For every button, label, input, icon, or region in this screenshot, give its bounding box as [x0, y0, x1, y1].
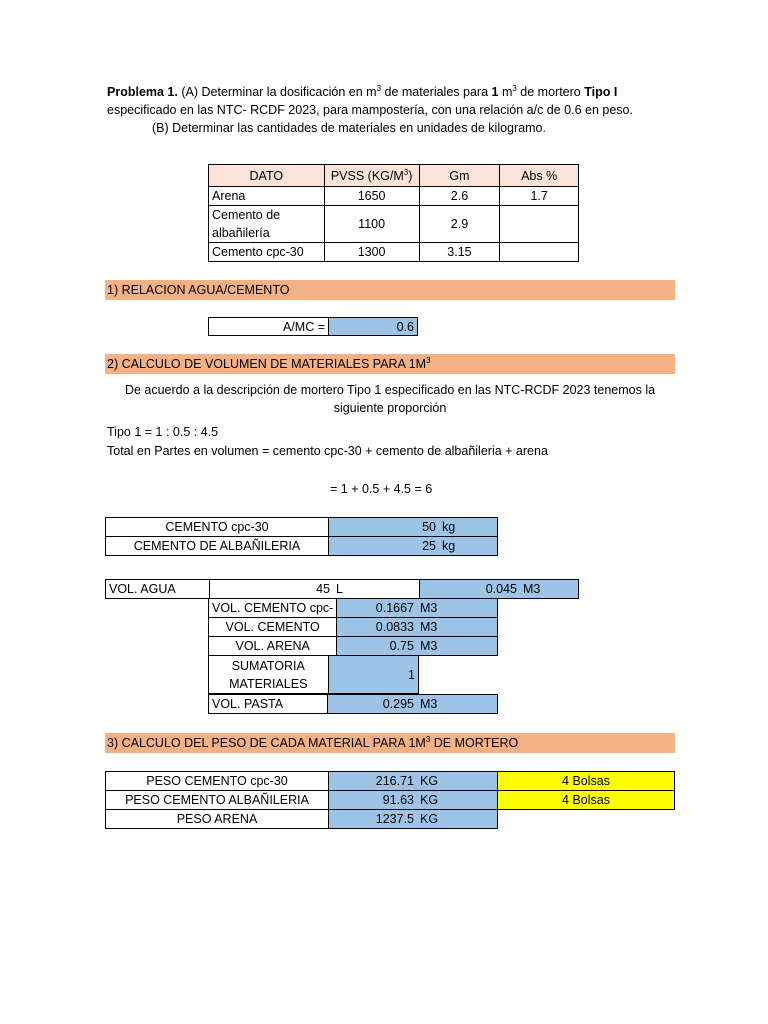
intro-bold-2: 1 — [491, 85, 499, 99]
pasta-value — [328, 695, 498, 714]
table-row — [106, 518, 498, 537]
section-3-title: 3) CALCULO DEL PESO DE CADA MATERIAL PARA 1M — [107, 736, 426, 750]
value: 45 — [316, 582, 330, 596]
table-row — [106, 537, 498, 556]
table-row — [106, 791, 675, 810]
unit: M3 — [523, 582, 541, 596]
cement-value — [329, 537, 498, 556]
peso-label: PESO CEMENTO ALBAÑILERIA — [106, 791, 329, 810]
header-pvss-close: ) — [408, 168, 413, 183]
intro-text-2: de materiales para — [381, 85, 492, 99]
cement-label: CEMENTO cpc-30 — [106, 518, 329, 537]
unit: M3 — [420, 620, 438, 634]
peso-bolsas: 4 Bolsas — [498, 772, 675, 791]
table-row — [209, 243, 579, 262]
row-label: Cemento de albañilería — [209, 206, 325, 243]
vol-agua-l — [210, 580, 420, 599]
description-line-2: siguiente proporción — [333, 401, 447, 415]
intro-text-3: m — [498, 85, 513, 99]
empty-cell — [498, 810, 675, 829]
row-label: Cemento cpc-30 — [209, 243, 325, 262]
cement-table — [105, 517, 498, 556]
row-label: Arena — [209, 187, 325, 206]
table-row — [209, 599, 498, 618]
vol-agua-label: VOL. AGUA — [106, 580, 210, 599]
value: 0.75 — [389, 639, 414, 653]
peso-bolsas: 4 Bolsas — [498, 791, 675, 810]
peso-value — [329, 772, 498, 791]
section-3-header — [105, 733, 675, 753]
peso-table — [105, 771, 675, 829]
tipo-proportion: Tipo 1 = 1 : 0.5 : 4.5 — [107, 425, 219, 439]
unit: M3 — [420, 639, 438, 653]
unit: kg — [442, 520, 456, 534]
pasta-label: VOL. PASTA — [209, 695, 328, 714]
intro-bold-3: Tipo I — [584, 85, 618, 99]
header-dato: DATO — [209, 165, 325, 187]
vol-value — [337, 637, 498, 656]
row-pvss: 1100 — [324, 206, 419, 243]
section-3-sup: 3 — [425, 735, 431, 744]
peso-label: PESO CEMENTO cpc-30 — [106, 772, 329, 791]
intro-line-2: especificado en las NTC- RCDF 2023, para mampostería, con una relación a/c de 0.6 en peso. — [107, 103, 633, 117]
header-pvss-text: PVSS (KG/M — [330, 168, 404, 183]
cement-value — [329, 518, 498, 537]
row-gm: 3.15 — [419, 243, 500, 262]
parts-sum: = 1 + 0.5 + 4.5 = 6 — [330, 482, 433, 496]
value: 0.295 — [382, 697, 414, 711]
value: 216.71 — [375, 774, 414, 788]
row-pvss: 1650 — [324, 187, 419, 206]
intro-part-b: (B) Determinar las cantidades de materiales en unidades de kilogramo. — [152, 121, 546, 135]
table-row — [209, 637, 498, 656]
sumatoria-value: 1 — [328, 656, 418, 694]
peso-label: PESO ARENA — [106, 810, 329, 829]
value: 50 — [422, 520, 436, 534]
row-abs — [500, 206, 579, 243]
intro-text-4: de mortero — [516, 85, 585, 99]
vol-value — [337, 618, 498, 637]
header-gm: Gm — [419, 165, 500, 187]
table-row — [209, 187, 579, 206]
value: 0.045 — [485, 582, 517, 596]
value: 1237.5 — [375, 812, 414, 826]
unit: M3 — [420, 601, 438, 615]
header-abs: Abs % — [500, 165, 579, 187]
header-pvss-sup: 3 — [403, 167, 409, 177]
section-3-title-end: DE MORTERO — [430, 736, 519, 750]
problem-number: Problema 1. — [107, 85, 178, 99]
description-line-1: De acuerdo a la descripción de mortero Tipo 1 especificado en las NTC-RCDF 2023 tenemos la — [124, 383, 656, 397]
vol-label: VOL. CEMENTO — [209, 618, 337, 637]
vol-label: VOL. CEMENTO cpc- — [209, 599, 337, 618]
row-abs — [500, 243, 579, 262]
vol-table — [208, 598, 498, 656]
unit: KG — [420, 774, 439, 788]
intro-sup-1: 3 — [376, 84, 382, 93]
vol-agua-row — [105, 579, 579, 599]
total-parts: Total en Partes en volumen = cemento cpc-30 + cemento de albañileria + arena — [107, 444, 548, 458]
row-gm: 2.9 — [419, 206, 500, 243]
table-row — [106, 772, 675, 791]
header-pvss — [324, 165, 419, 187]
problem-statement — [107, 83, 665, 137]
table-header-row — [209, 165, 579, 187]
table-row — [106, 810, 675, 829]
row-abs: 1.7 — [500, 187, 579, 206]
vol-value — [337, 599, 498, 618]
table-row — [209, 206, 579, 243]
materials-data-table — [208, 164, 579, 262]
peso-value — [329, 791, 498, 810]
amc-table — [208, 317, 418, 336]
section-1-header: 1) RELACION AGUA/CEMENTO — [105, 280, 675, 300]
value: 0.1667 — [375, 601, 414, 615]
cement-label: CEMENTO DE ALBAÑILERIA — [106, 537, 329, 556]
pasta-table — [208, 694, 498, 714]
sumatoria-label-2: MATERIALES — [229, 676, 308, 691]
vol-agua-m3 — [419, 580, 578, 599]
amc-value: 0.6 — [329, 318, 418, 336]
unit: KG — [420, 793, 439, 807]
row-pvss: 1300 — [324, 243, 419, 262]
row-gm: 2.6 — [419, 187, 500, 206]
intro-sup-2: 3 — [512, 84, 517, 93]
intro-text-1: (A) Determinar la dosificación en m — [181, 85, 377, 99]
value: 0.0833 — [375, 620, 414, 634]
section-2-sup: 3 — [426, 356, 431, 365]
vol-label: VOL. ARENA — [209, 637, 337, 656]
unit: kg — [442, 539, 456, 553]
peso-value — [329, 810, 498, 829]
sumatoria-label-1: SUMATORIA — [231, 658, 305, 673]
description — [105, 381, 675, 417]
section-2-title: 2) CALCULO DE VOLUMEN DE MATERIALES PARA 1M — [107, 357, 427, 371]
unit: KG — [420, 812, 439, 826]
value: 91.63 — [382, 793, 414, 807]
section-2-header — [105, 354, 675, 374]
unit: L — [335, 582, 343, 596]
table-row — [209, 618, 498, 637]
unit: M3 — [420, 697, 438, 711]
amc-label: A/MC = — [209, 318, 329, 336]
value: 25 — [422, 539, 436, 553]
sumatoria-table — [208, 655, 419, 694]
sumatoria-label — [209, 656, 329, 694]
